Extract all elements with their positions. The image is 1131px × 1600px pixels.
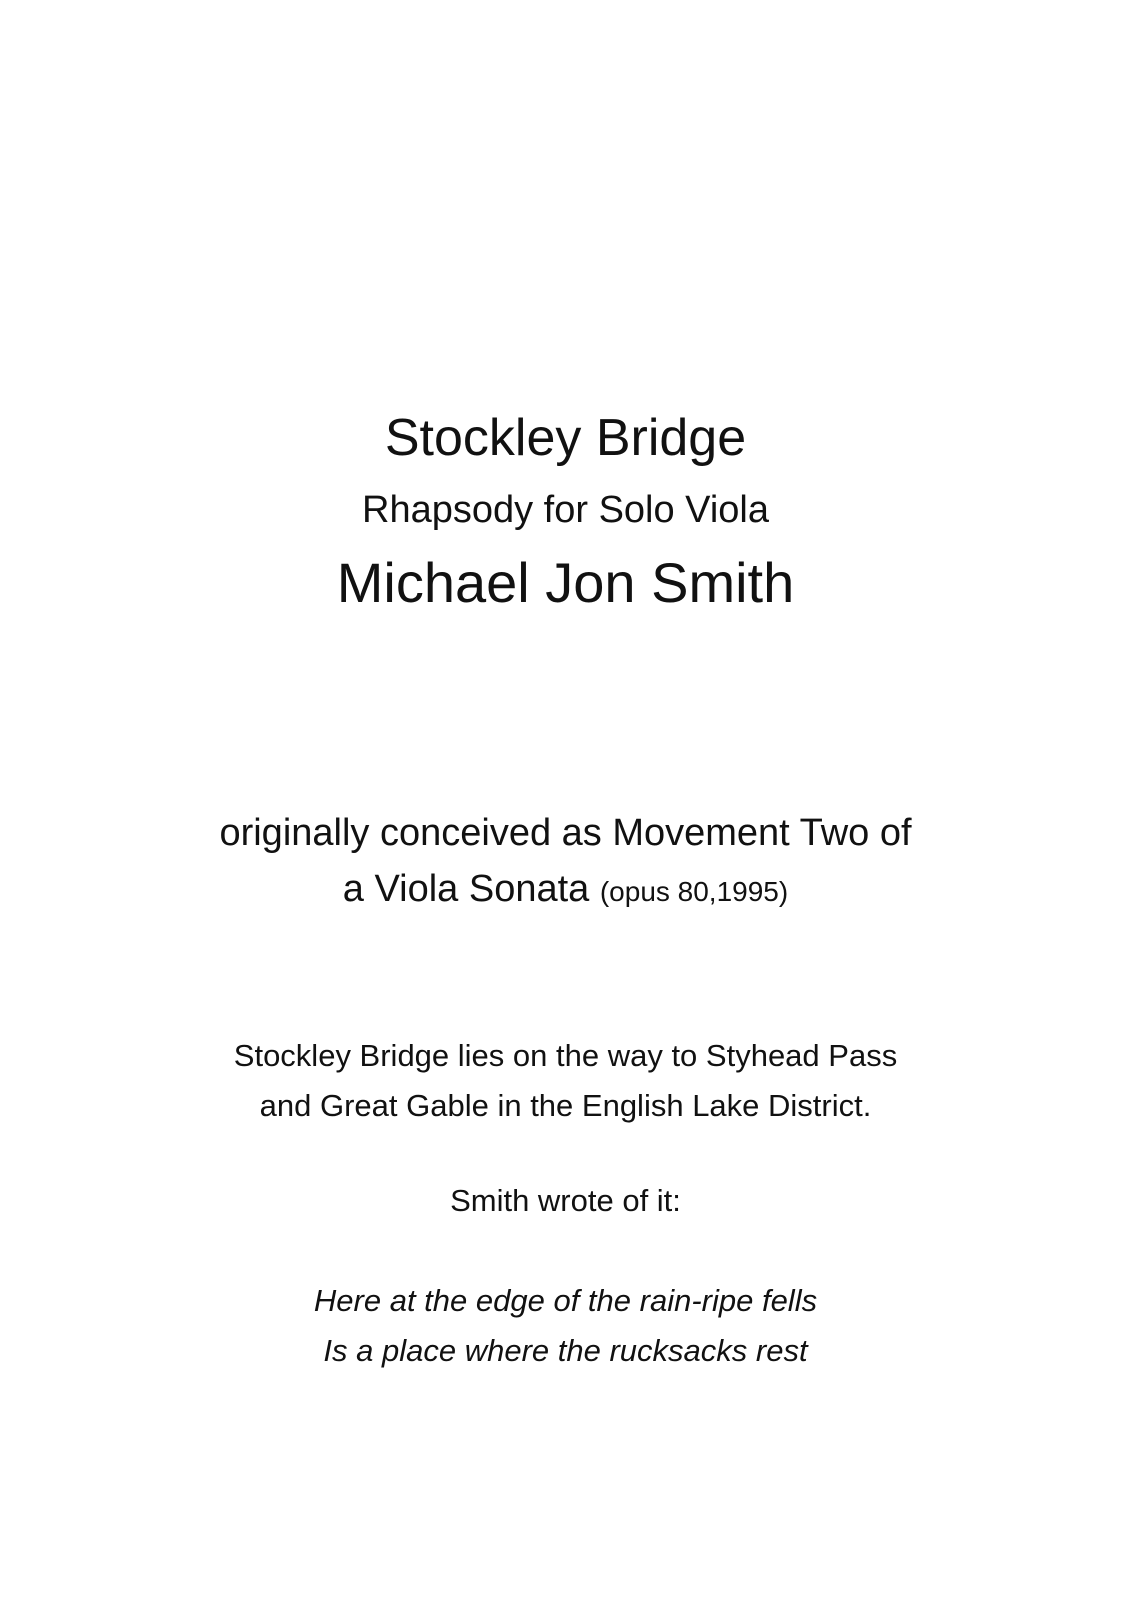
work-subtitle: Rhapsody for Solo Viola (362, 489, 769, 531)
work-title: Stockley Bridge (384, 409, 747, 467)
attribution-line: Smith wrote of it: (450, 1183, 681, 1218)
composer-name: Michael Jon Smith (336, 551, 795, 614)
verse-line-2: Is a place where the rucksacks rest (323, 1333, 808, 1368)
description-line-2: and Great Gable in the English Lake District. (259, 1088, 872, 1123)
origin-note-opus: (opus 80,1995) (599, 876, 789, 907)
verse-line-1: Here at the edge of the rain-ripe fells (313, 1283, 818, 1318)
origin-note-line-1: originally conceived as Movement Two of (219, 812, 912, 854)
origin-note-work: a Viola Sonata (342, 868, 590, 910)
description-line-1: Stockley Bridge lies on the way to Styhead Pass (233, 1038, 898, 1073)
origin-note-line-2 (0, 864, 1131, 917)
